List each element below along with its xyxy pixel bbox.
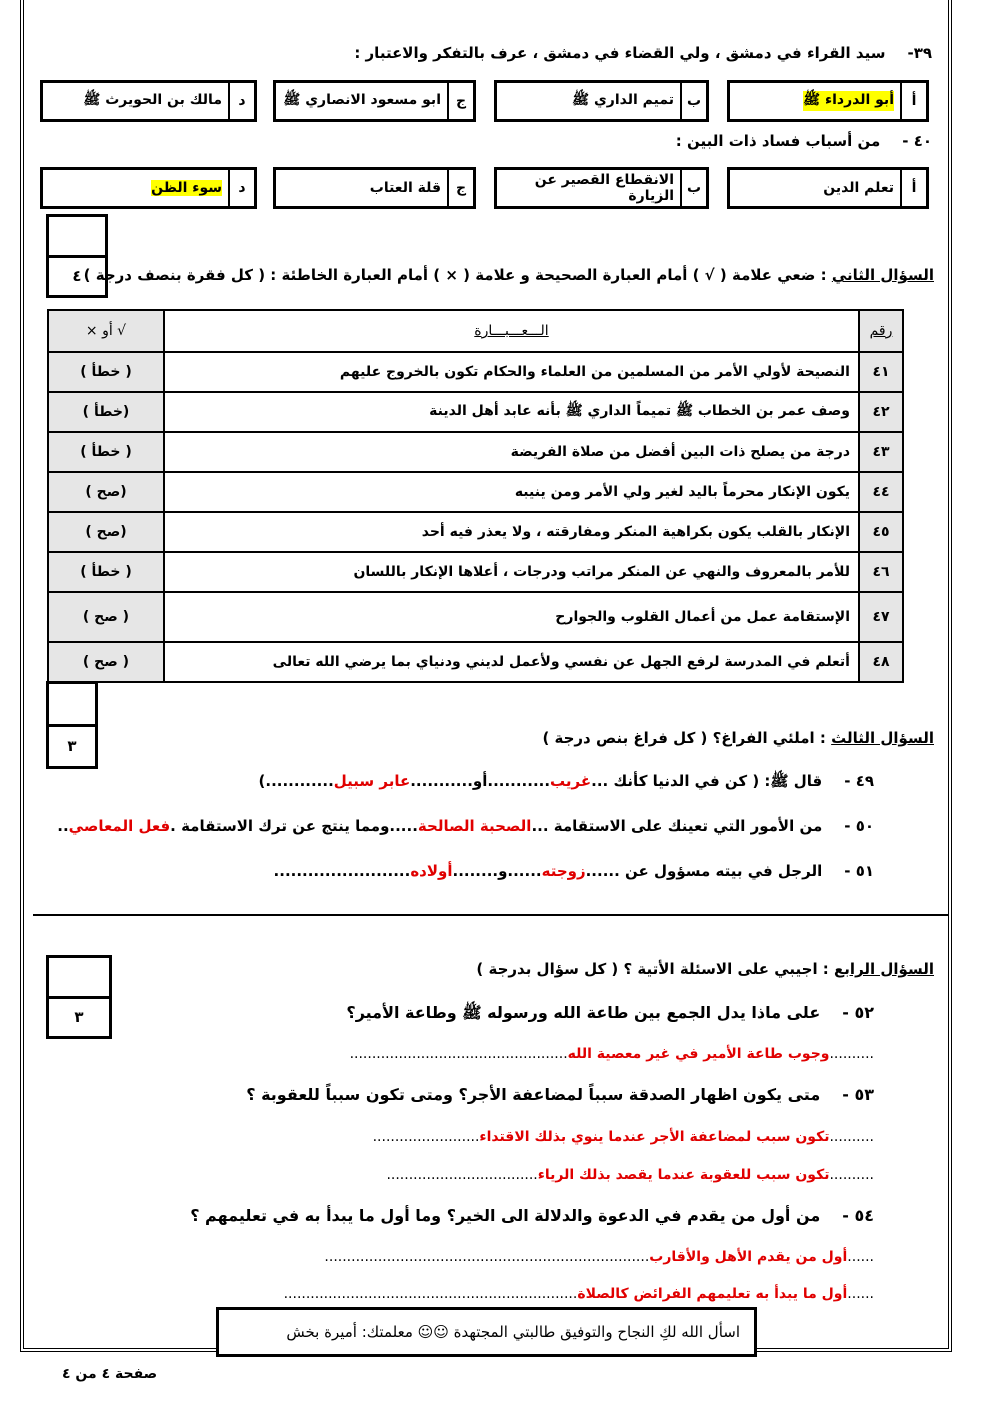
question-text: من الأمور التي تعينك على الاستقامة ...	[531, 817, 823, 835]
option-text: قلة العتاب	[369, 180, 441, 196]
option-letter: أ	[900, 170, 926, 206]
question-number: ٥٢ -	[842, 1003, 874, 1022]
section-label: السؤال الثاني	[831, 266, 934, 284]
fill-answer[interactable]: عابر سبيل	[333, 772, 411, 790]
table-row	[48, 432, 903, 472]
section-label: السؤال الثالث	[831, 729, 934, 747]
question-text: .....ومما ينتج عن ترك الاستقامة .	[170, 817, 418, 835]
option-text: تميم الداري ﷺ	[572, 92, 674, 108]
score-box	[46, 955, 112, 1039]
option-letter: أ	[900, 83, 926, 119]
option-a[interactable]	[727, 167, 929, 209]
answer-text: تكون سبب للعقوبة عندما يقصد بذلك الرياء	[537, 1167, 830, 1183]
teacher-note-text: اسأل الله لكِ النجاح والتوفيق طالبتي المجتهدة ☺☺ معلمتك: أميرة بخش	[286, 1323, 740, 1341]
answer-52[interactable]: ..........وجوب طاعة الأمير في غير معصية الله.................................................	[349, 1046, 874, 1062]
answer-text: أول من يقدم الأهل والأقارب	[649, 1249, 848, 1265]
row-statement: الإستقامة عمل من أعمال القلوب والجوارح	[164, 592, 859, 642]
question-text: متى يكون اظهار الصدقة سبباً لمضاعفة الأجر؟ ومتى تكون سبباً للعقوبة ؟	[246, 1085, 821, 1104]
question-text: سيد القراء في دمشق ، ولي القضاء في دمشق ، عرف بالتفكر والاعتبار :	[354, 44, 886, 62]
option-b[interactable]	[494, 80, 709, 122]
question-text: ..	[57, 817, 69, 835]
page-number: صفحة ٤ من ٤	[62, 1366, 158, 1382]
answer-text: وجوب طاعة الأمير في غير معصية الله	[567, 1046, 830, 1062]
fill-answer[interactable]: غريب	[550, 772, 592, 790]
row-num: ٤٤	[859, 472, 903, 512]
question-number: ٥١ -	[844, 862, 874, 880]
question-text: قال ﷺ: ( كن في الدنيا كأنك ...	[591, 772, 823, 790]
question-51	[274, 862, 874, 880]
option-letter: ب	[680, 83, 706, 119]
question-number: ٥٤ -	[842, 1206, 874, 1225]
option-letter: ج	[447, 170, 473, 206]
question-text: من أول من يقدم في الدعوة والدلالة الى الخير؟ وما أول ما يبدأ به في تعليمهم ؟	[190, 1206, 821, 1225]
row-answer[interactable]: (صح )	[48, 472, 164, 512]
question-39	[354, 44, 932, 62]
table-row	[48, 642, 903, 682]
section-4-heading	[476, 960, 934, 978]
row-statement: أتعلم في المدرسة لرفع الجهل عن نفسي ولأعمل لديني ودنياي بما يرضي الله تعالى	[164, 642, 859, 682]
option-c[interactable]	[273, 80, 476, 122]
row-answer[interactable]: ( خطأ )	[48, 352, 164, 392]
option-text: ابو مسعود الانصاري ﷺ	[283, 92, 441, 108]
option-letter: ج	[447, 83, 473, 119]
fill-answer[interactable]: فعل المعاصي	[68, 817, 171, 835]
row-statement: النصيحة لأولي الأمر من المسلمين من العلماء والحكام تكون بالخروج عليهم	[164, 352, 859, 392]
question-number: ٥٣ -	[842, 1085, 874, 1104]
header-num: رقم	[859, 310, 903, 352]
table-row	[48, 352, 903, 392]
score-value: ٣	[74, 1008, 84, 1027]
row-num: ٤٣	[859, 432, 903, 472]
question-text: ...........أو...........	[410, 772, 551, 790]
row-num: ٤١	[859, 352, 903, 392]
question-text: ......و........	[452, 862, 542, 880]
option-text: الانقطاع القصير عن الزيارة	[534, 172, 674, 204]
row-answer[interactable]: ( خطأ )	[48, 552, 164, 592]
score-value: ٣	[67, 737, 77, 756]
header-answer: √ أو ×	[48, 310, 164, 352]
section-2-heading	[84, 266, 934, 284]
row-answer[interactable]: (صح )	[48, 512, 164, 552]
answer-text: تكون سبب لمضاعفة الأجر عندما ينوي بذلك الاقتداء	[479, 1129, 830, 1145]
fill-answer[interactable]: الصحبة الصالحة	[417, 817, 532, 835]
option-letter: د	[228, 170, 254, 206]
option-a[interactable]	[727, 80, 929, 122]
score-value: ٤	[72, 267, 82, 286]
answer-54-1[interactable]: ......أول من يقدم الأهل والأقارب.........................................................................	[324, 1249, 874, 1265]
fill-answer[interactable]: أولاده	[410, 862, 453, 880]
question-53	[246, 1085, 874, 1104]
answer-53-2[interactable]: ..........تكون سبب للعقوبة عندما يقصد بذلك الرياء..................................	[386, 1167, 874, 1183]
row-answer[interactable]: (خطأ )	[48, 392, 164, 432]
section-3-heading	[542, 729, 934, 747]
row-num: ٤٧	[859, 592, 903, 642]
row-statement: يكون الإنكار محرماً باليد لغير ولي الأمر ومن ينيبه	[164, 472, 859, 512]
question-text: على ماذا يدل الجمع بين طاعة الله ورسوله ﷺ وطاعة الأمير؟	[346, 1003, 821, 1022]
header-statement: الـــعـــبـــارة	[164, 310, 859, 352]
row-num: ٤٥	[859, 512, 903, 552]
row-statement: للأمر بالمعروف والنهي عن المنكر مراتب ودرجات ، أعلاها الإنكار باللسان	[164, 552, 859, 592]
section-instructions: : املئي الفراغ؟ ( كل فراغ بنص درجة )	[542, 729, 826, 747]
question-number: ٥٠ -	[844, 817, 874, 835]
table-row	[48, 392, 903, 432]
teacher-note	[216, 1307, 757, 1357]
option-d[interactable]	[40, 167, 257, 209]
option-text: أبو الدرداء ﷺ	[803, 91, 894, 111]
row-statement: الإنكار بالقلب يكون بكراهية المنكر ومفارقته ، ولا يعذر فيه أحد	[164, 512, 859, 552]
table-row	[48, 512, 903, 552]
row-answer[interactable]: ( صح )	[48, 592, 164, 642]
table-row	[48, 552, 903, 592]
answer-text: أول ما يبدأ به تعليمهم الفرائض كالصلاة	[577, 1286, 848, 1302]
answer-53-1[interactable]: ..........تكون سبب لمضاعفة الأجر عندما ينوي بذلك الاقتداء........................	[372, 1129, 874, 1145]
question-number: ٤٩ -	[844, 772, 874, 790]
question-text: من أسباب فساد ذات البين :	[675, 132, 881, 150]
row-statement: درجة من يصلح ذات البين أفضل من صلاة الفريضة	[164, 432, 859, 472]
table-row	[48, 592, 903, 642]
score-box	[46, 214, 108, 298]
table-row	[48, 472, 903, 512]
option-letter: د	[228, 83, 254, 119]
section-instructions: : اجيبي على الاسئلة الأتية ؟ ( كل سؤال بدرجة )	[476, 960, 829, 978]
score-box	[46, 681, 98, 769]
table-header	[48, 310, 903, 352]
row-answer[interactable]: ( خطأ )	[48, 432, 164, 472]
question-54	[190, 1206, 874, 1225]
section-divider	[33, 914, 948, 916]
section-instructions: : ضعي علامة ( √ ) أمام العبارة الصحيحة و علامة ( × ) أمام العبارة الخاطئة : ( كل فقرة بنصف درجة )	[83, 266, 827, 284]
question-text: الرجل في بيته مسؤول عن ......	[585, 862, 823, 880]
question-text: ........................	[273, 862, 411, 880]
question-52	[346, 1003, 874, 1026]
option-text: مالك بن الحويرث ﷺ	[83, 92, 222, 108]
question-text: ............)	[258, 772, 334, 790]
option-c[interactable]	[273, 167, 476, 209]
true-false-table	[47, 309, 904, 683]
option-b[interactable]	[494, 167, 709, 209]
option-text: تعلم الدين	[823, 180, 894, 196]
option-d[interactable]	[40, 80, 257, 122]
question-49	[259, 772, 874, 794]
row-num: ٤٢	[859, 392, 903, 432]
question-50	[57, 817, 874, 835]
fill-answer[interactable]: زوجته	[541, 862, 586, 880]
row-statement: وصف عمر بن الخطاب ﷺ تميماً الداري ﷺ بأنه عابد أهل الدينة	[164, 392, 859, 432]
question-40	[676, 132, 932, 150]
section-label: السؤال الرابع	[834, 960, 934, 978]
question-number: ٤٠ -	[902, 132, 932, 150]
row-num: ٤٨	[859, 642, 903, 682]
question-number: ٣٩-	[907, 44, 932, 62]
row-num: ٤٦	[859, 552, 903, 592]
row-answer[interactable]: ( صح )	[48, 642, 164, 682]
answer-54-2[interactable]: ......أول ما يبدأ به تعليمهم الفرائض كالصلاة..................................................................	[283, 1286, 874, 1302]
option-text: سوء الظن	[151, 180, 222, 196]
option-letter: ب	[680, 170, 706, 206]
